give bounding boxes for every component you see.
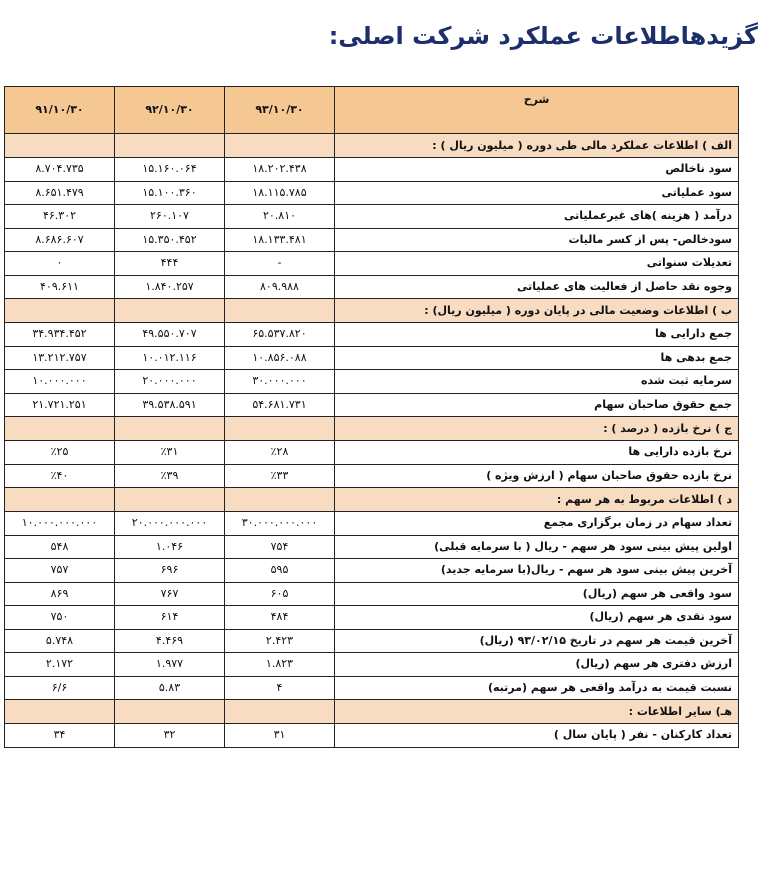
cell-1391: ٪۲۵ xyxy=(5,441,115,465)
cell-1391: ۱۰.۰۰۰.۰۰۰ xyxy=(5,370,115,394)
cell-1393: ۵۴.۶۸۱.۷۳۱ xyxy=(225,393,335,417)
cell-description: وجوه نقد حاصل از فعالیت های عملیاتی xyxy=(335,275,739,299)
cell-description: آخرین قیمت هر سهم در تاریخ ۹۳/۰۲/۱۵ (ریال) xyxy=(335,629,739,653)
cell-1392: ٪۳۱ xyxy=(115,441,225,465)
cell-1393: ۱۸.۱۳۳.۴۸۱ xyxy=(225,228,335,252)
cell-description: جمع بدهی ها xyxy=(335,346,739,370)
cell-1393: ۱۸.۲۰۲.۴۳۸ xyxy=(225,158,335,182)
cell-description: سود نقدی هر سهم (ریال) xyxy=(335,606,739,630)
cell-1393: ٪۲۸ xyxy=(225,441,335,465)
cell-1392: ۱.۰۴۶ xyxy=(115,535,225,559)
table-row xyxy=(5,205,739,229)
table-row xyxy=(5,724,739,748)
cell-1392: ۱.۸۴۰.۲۵۷ xyxy=(115,275,225,299)
table-row xyxy=(5,393,739,417)
section-e-title: هـ) سایر اطلاعات : xyxy=(335,700,739,724)
cell-1392: ۷۶۷ xyxy=(115,582,225,606)
cell-1392: ۱.۹۷۷ xyxy=(115,653,225,677)
header-1392: ۹۲/۱۰/۳۰ xyxy=(115,87,225,134)
cell-1393: ۳۰.۰۰۰.۰۰۰.۰۰۰ xyxy=(225,512,335,536)
cell-1392: ۱۰.۰۱۲.۱۱۶ xyxy=(115,346,225,370)
cell-description: سود واقعی هر سهم (ریال) xyxy=(335,582,739,606)
cell-description: ارزش دفتری هر سهم (ریال) xyxy=(335,653,739,677)
cell-description: نسبت قیمت به درآمد واقعی هر سهم (مرتبه) xyxy=(335,676,739,700)
cell-1392: ۳۲ xyxy=(115,724,225,748)
cell-1393: ۱.۸۲۳ xyxy=(225,653,335,677)
section-c-title: ج ) نرخ بازده ( درصد ) : xyxy=(335,417,739,441)
cell-1393: ۵۹۵ xyxy=(225,559,335,583)
cell-description: نرخ بازده حقوق صاحبان سهام ( ارزش ویژه ) xyxy=(335,464,739,488)
cell-description: جمع دارایی ها xyxy=(335,323,739,347)
cell-1393: ٪۳۳ xyxy=(225,464,335,488)
header-1391: ۹۱/۱۰/۳۰ xyxy=(5,87,115,134)
table-row xyxy=(5,181,739,205)
table-row xyxy=(5,441,739,465)
cell-1393: ۸۰۹.۹۸۸ xyxy=(225,275,335,299)
table-row xyxy=(5,464,739,488)
cell-1392: ۵.۸۳ xyxy=(115,676,225,700)
table-row xyxy=(5,275,739,299)
cell-1393: ۲۰.۸۱۰ xyxy=(225,205,335,229)
cell-1391: ۸.۶۵۱.۴۷۹ xyxy=(5,181,115,205)
cell-1391: ۷۵۷ xyxy=(5,559,115,583)
cell-1392: ٪۳۹ xyxy=(115,464,225,488)
cell-1391: ۰ xyxy=(5,252,115,276)
cell-1391: ۵.۷۴۸ xyxy=(5,629,115,653)
cell-1393: - xyxy=(225,252,335,276)
cell-1393: ۱۰.۸۵۶.۰۸۸ xyxy=(225,346,335,370)
section-a-title: الف ) اطلاعات عملکرد مالی طی دوره ( میلیون ریال ) : xyxy=(335,134,739,158)
cell-1393: ۲.۴۲۳ xyxy=(225,629,335,653)
cell-description: سودخالص- پس از کسر مالیات xyxy=(335,228,739,252)
performance-table xyxy=(4,86,739,748)
cell-1391: ٪۴۰ xyxy=(5,464,115,488)
cell-1392: ۲۰.۰۰۰.۰۰۰ xyxy=(115,370,225,394)
cell-1392: ۴۹.۵۵۰.۷۰۷ xyxy=(115,323,225,347)
cell-1393: ۶۵.۵۳۷.۸۲۰ xyxy=(225,323,335,347)
table-row xyxy=(5,606,739,630)
cell-1392: ۱۵.۱۰۰.۳۶۰ xyxy=(115,181,225,205)
section-a-header xyxy=(5,134,739,158)
cell-1391: ۳۴ xyxy=(5,724,115,748)
table-row xyxy=(5,323,739,347)
cell-1393: ۴۸۴ xyxy=(225,606,335,630)
page-title: گزیدهاطلاعات عملکرد شرکت اصلی: xyxy=(328,22,758,50)
header-description: شرح xyxy=(335,87,739,134)
section-d-header xyxy=(5,488,739,512)
cell-1391: ۱۳.۲۱۲.۷۵۷ xyxy=(5,346,115,370)
cell-1392: ۶۱۴ xyxy=(115,606,225,630)
cell-description: درآمد ( هزینه )های غیرعملیاتی xyxy=(335,205,739,229)
cell-1392: ۴.۴۶۹ xyxy=(115,629,225,653)
cell-1393: ۳۱ xyxy=(225,724,335,748)
table-row xyxy=(5,653,739,677)
cell-1391: ۲۱.۷۲۱.۲۵۱ xyxy=(5,393,115,417)
cell-1391: ۸.۶۸۶.۶۰۷ xyxy=(5,228,115,252)
cell-description: تعداد کارکنان - نفر ( پایان سال ) xyxy=(335,724,739,748)
table-row xyxy=(5,252,739,276)
cell-1393: ۷۵۴ xyxy=(225,535,335,559)
cell-1393: ۳۰.۰۰۰.۰۰۰ xyxy=(225,370,335,394)
cell-1392: ۲۶۰.۱۰۷ xyxy=(115,205,225,229)
table-row xyxy=(5,158,739,182)
cell-1391: ۴۶.۳۰۲ xyxy=(5,205,115,229)
section-c-header xyxy=(5,417,739,441)
table-row xyxy=(5,346,739,370)
table-row xyxy=(5,228,739,252)
table-row xyxy=(5,370,739,394)
cell-1392: ۳۹.۵۳۸.۵۹۱ xyxy=(115,393,225,417)
table-header-row xyxy=(5,87,739,134)
header-1393: ۹۳/۱۰/۳۰ xyxy=(225,87,335,134)
cell-1391: ۲.۱۷۲ xyxy=(5,653,115,677)
cell-1392: ۱۵.۳۵۰.۴۵۲ xyxy=(115,228,225,252)
section-b-title: ب ) اطلاعات وضعیت مالی در پایان دوره ( میلیون ریال) : xyxy=(335,299,739,323)
table-row xyxy=(5,559,739,583)
cell-description: سرمایه ثبت شده xyxy=(335,370,739,394)
cell-1391: ۳۴.۹۳۴.۴۵۲ xyxy=(5,323,115,347)
cell-description: تعدیلات سنواتی xyxy=(335,252,739,276)
cell-description: اولین پیش بینی سود هر سهم - ریال ( با سرمایه قبلی) xyxy=(335,535,739,559)
cell-description: جمع حقوق صاحبان سهام xyxy=(335,393,739,417)
cell-1392: ۱۵.۱۶۰.۰۶۴ xyxy=(115,158,225,182)
cell-1392: ۶۹۶ xyxy=(115,559,225,583)
cell-1391: ۸.۷۰۴.۷۳۵ xyxy=(5,158,115,182)
cell-1392: ۲۰.۰۰۰.۰۰۰.۰۰۰ xyxy=(115,512,225,536)
cell-description: آخرین پیش بینی سود هر سهم - ریال(با سرمایه جدید) xyxy=(335,559,739,583)
cell-description: تعداد سهام در زمان برگزاری مجمع xyxy=(335,512,739,536)
section-e-header xyxy=(5,700,739,724)
cell-1391: ۷۵۰ xyxy=(5,606,115,630)
cell-description: سود عملیاتی xyxy=(335,181,739,205)
table-row xyxy=(5,512,739,536)
cell-1392: ۴۴۴ xyxy=(115,252,225,276)
table-row xyxy=(5,582,739,606)
table-row xyxy=(5,676,739,700)
cell-1393: ۴ xyxy=(225,676,335,700)
cell-description: نرخ بازده دارایی ها xyxy=(335,441,739,465)
cell-1391: ۸۶۹ xyxy=(5,582,115,606)
cell-1393: ۶۰۵ xyxy=(225,582,335,606)
section-d-title: د ) اطلاعات مربوط به هر سهم : xyxy=(335,488,739,512)
cell-1393: ۱۸.۱۱۵.۷۸۵ xyxy=(225,181,335,205)
cell-description: سود ناخالص xyxy=(335,158,739,182)
table-row xyxy=(5,535,739,559)
cell-1391: ۵۴۸ xyxy=(5,535,115,559)
cell-1391: ۶/۶ xyxy=(5,676,115,700)
cell-1391: ۴۰۹.۶۱۱ xyxy=(5,275,115,299)
section-b-header xyxy=(5,299,739,323)
table-row xyxy=(5,629,739,653)
cell-1391: ۱۰.۰۰۰.۰۰۰.۰۰۰ xyxy=(5,512,115,536)
